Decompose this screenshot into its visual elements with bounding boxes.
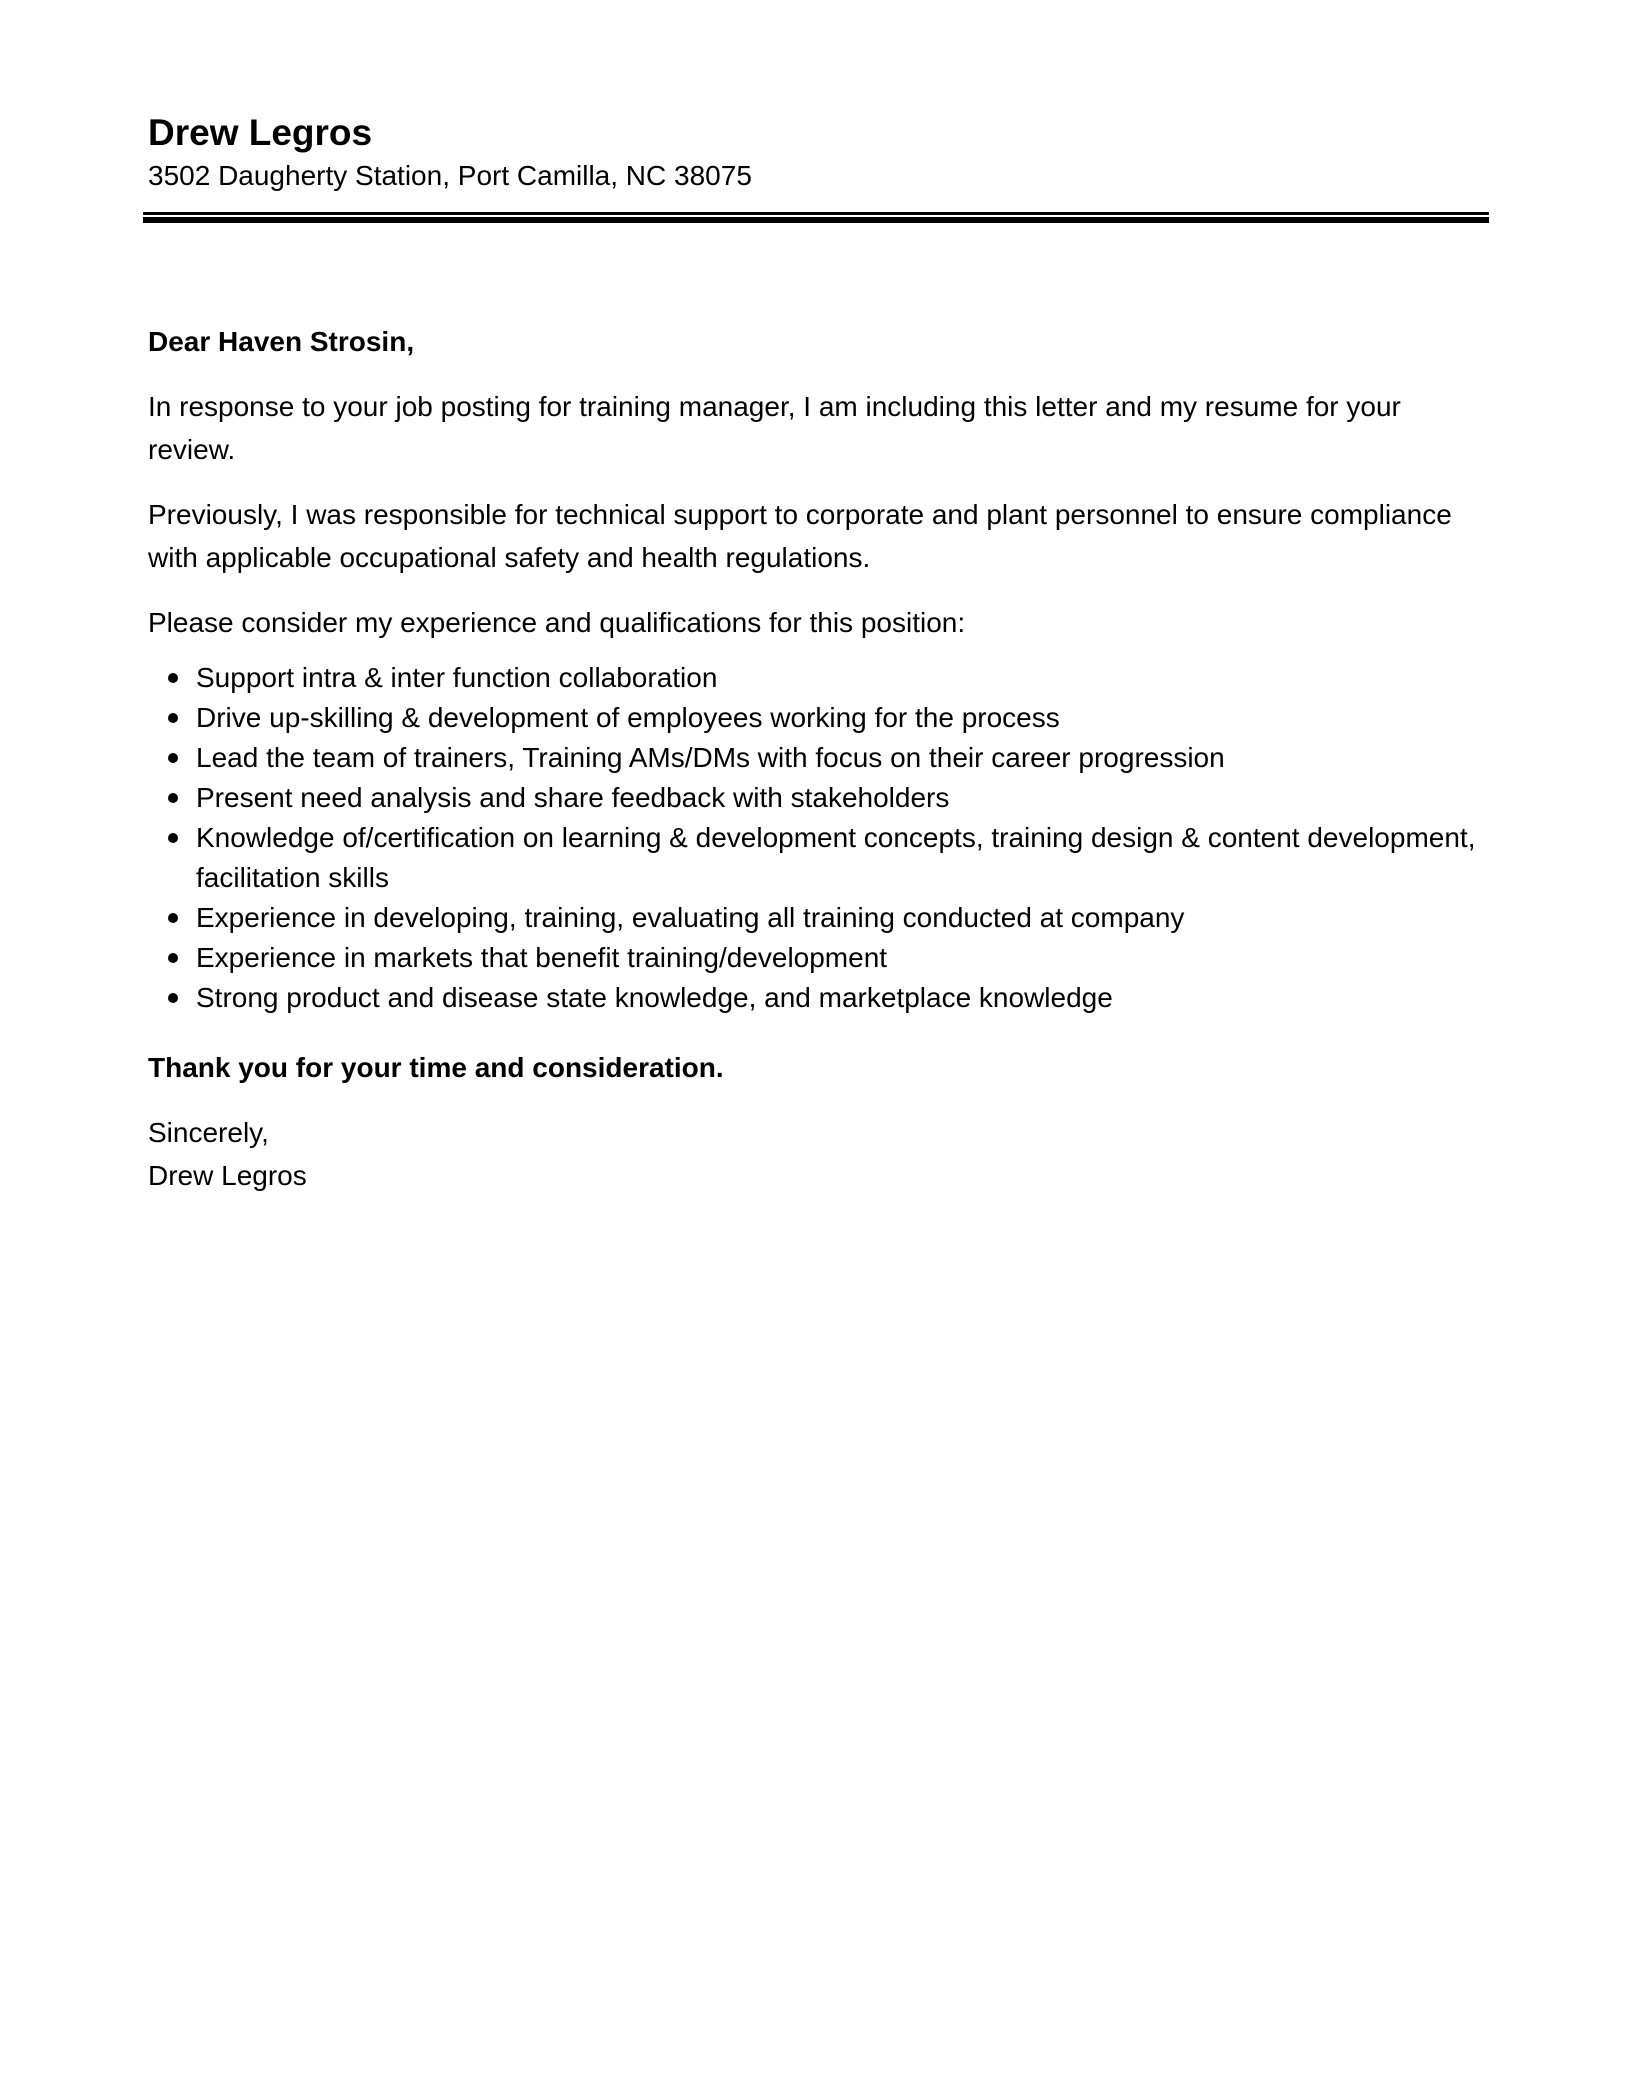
list-item xyxy=(148,738,1488,778)
list-item xyxy=(148,698,1488,738)
list-item xyxy=(148,978,1488,1018)
list-item-text: Knowledge of/certification on learning & development concepts, training design & content development, facilitation skills xyxy=(196,822,1476,893)
qualifications-list xyxy=(148,658,1488,1018)
divider-thick-line xyxy=(143,217,1489,223)
list-item-text: Strong product and disease state knowledge, and marketplace knowledge xyxy=(196,982,1113,1013)
list-item-text: Drive up-skilling & development of employees working for the process xyxy=(196,702,1060,733)
bullet-icon xyxy=(168,793,178,803)
list-item-text: Support intra & inter function collaboration xyxy=(196,662,718,693)
bullet-icon xyxy=(168,833,178,843)
sender-name: Drew Legros xyxy=(148,112,373,153)
closing: Sincerely, xyxy=(148,1117,269,1148)
letter-body xyxy=(148,320,1488,1197)
list-item-text: Experience in developing, training, evaluating all training conducted at company xyxy=(196,902,1185,933)
salutation: Dear Haven Strosin, xyxy=(148,326,415,357)
signature-name: Drew Legros xyxy=(148,1160,307,1191)
header-divider xyxy=(143,212,1489,224)
divider-thin-line xyxy=(143,212,1489,215)
list-item xyxy=(148,658,1488,698)
list-item xyxy=(148,778,1488,818)
paragraph-qualifications-lead: Please consider my experience and qualifications for this position: xyxy=(148,607,966,638)
list-item xyxy=(148,938,1488,978)
bullet-icon xyxy=(168,953,178,963)
list-item-text: Lead the team of trainers, Training AMs/DMs with focus on their career progression xyxy=(196,742,1225,773)
bullet-icon xyxy=(168,913,178,923)
bullet-icon xyxy=(168,753,178,763)
bullet-icon xyxy=(168,673,178,683)
letter-header xyxy=(148,108,1486,194)
paragraph-experience: Previously, I was responsible for technical support to corporate and plant personnel to ensure compliance with applicable occupational safety and health regulations. xyxy=(148,499,1452,573)
sender-address: 3502 Daugherty Station, Port Camilla, NC 38075 xyxy=(148,160,752,191)
list-item-text: Experience in markets that benefit training/development xyxy=(196,942,888,973)
thanks-line: Thank you for your time and consideration. xyxy=(148,1052,724,1083)
bullet-icon xyxy=(168,713,178,723)
list-item xyxy=(148,818,1488,898)
bullet-icon xyxy=(168,993,178,1003)
list-item-text: Present need analysis and share feedback with stakeholders xyxy=(196,782,950,813)
paragraph-intro: In response to your job posting for training manager, I am including this letter and my resume for your review. xyxy=(148,391,1401,465)
list-item xyxy=(148,898,1488,938)
